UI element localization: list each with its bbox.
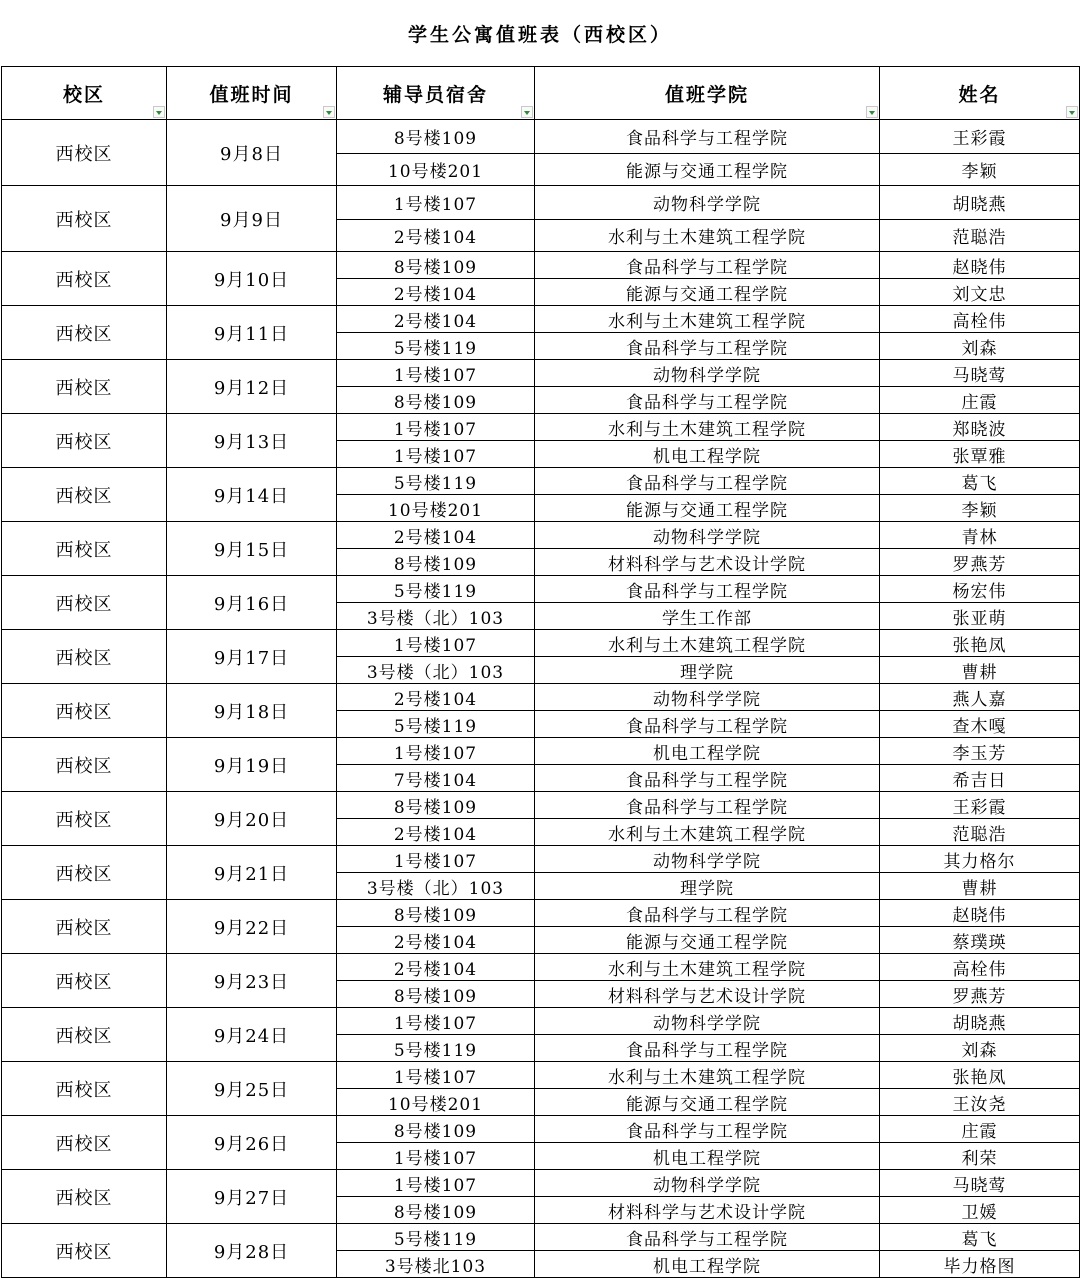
date-cell[interactable]: 9月8日	[167, 120, 337, 186]
dorm-cell[interactable]: 2号楼104	[337, 927, 535, 954]
name-cell[interactable]: 罗燕芳	[880, 549, 1080, 576]
dorm-cell[interactable]: 8号楼109	[337, 900, 535, 927]
college-cell[interactable]: 能源与交通工程学院	[535, 927, 880, 954]
college-cell[interactable]: 食品科学与工程学院	[535, 468, 880, 495]
date-cell[interactable]: 9月17日	[167, 630, 337, 684]
header-counselor-dorm	[337, 67, 535, 120]
name-cell[interactable]: 葛飞	[880, 468, 1080, 495]
dorm-cell[interactable]: 3号楼（北）103	[337, 873, 535, 900]
dorm-cell[interactable]: 7号楼104	[337, 765, 535, 792]
campus-cell[interactable]: 西校区	[2, 954, 167, 1008]
campus-cell[interactable]: 西校区	[2, 1062, 167, 1116]
college-cell[interactable]: 水利与土木建筑工程学院	[535, 220, 880, 252]
campus-cell[interactable]: 西校区	[2, 630, 167, 684]
header-name-label: 姓名	[958, 83, 1001, 106]
campus-cell[interactable]: 西校区	[2, 684, 167, 738]
name-cell[interactable]: 毕力格图	[880, 1251, 1080, 1278]
dorm-cell[interactable]: 5号楼119	[337, 1035, 535, 1062]
college-cell[interactable]: 食品科学与工程学院	[535, 333, 880, 360]
date-cell[interactable]: 9月21日	[167, 846, 337, 900]
name-cell[interactable]: 李玉芳	[880, 738, 1080, 765]
date-cell[interactable]: 9月14日	[167, 468, 337, 522]
header-duty-college-label: 值班学院	[664, 83, 749, 106]
college-cell[interactable]: 动物科学学院	[535, 1170, 880, 1197]
college-cell[interactable]: 能源与交通工程学院	[535, 495, 880, 522]
table-row	[2, 1224, 1080, 1251]
name-cell[interactable]: 刘森	[880, 333, 1080, 360]
table-row	[2, 1116, 1080, 1143]
date-cell[interactable]: 9月16日	[167, 576, 337, 630]
name-cell[interactable]: 张亚萌	[880, 603, 1080, 630]
campus-cell[interactable]: 西校区	[2, 414, 167, 468]
dorm-cell[interactable]: 8号楼109	[337, 981, 535, 1008]
college-cell[interactable]: 机电工程学院	[535, 1251, 880, 1278]
duty-roster-table	[1, 66, 1080, 1278]
name-cell[interactable]: 胡晓燕	[880, 1008, 1080, 1035]
table-row	[2, 1062, 1080, 1089]
table-row	[2, 468, 1080, 495]
college-cell[interactable]: 水利与土木建筑工程学院	[535, 954, 880, 981]
header-duty-time	[167, 67, 337, 120]
name-cell[interactable]: 查木嘎	[880, 711, 1080, 738]
name-cell[interactable]: 青林	[880, 522, 1080, 549]
name-cell[interactable]: 王彩霞	[880, 120, 1080, 154]
table-row	[2, 360, 1080, 387]
name-cell[interactable]: 庄霞	[880, 387, 1080, 414]
college-cell[interactable]: 能源与交通工程学院	[535, 279, 880, 306]
table-row	[2, 792, 1080, 819]
name-cell[interactable]: 范聪浩	[880, 819, 1080, 846]
dorm-cell[interactable]: 8号楼109	[337, 387, 535, 414]
campus-cell[interactable]: 西校区	[2, 738, 167, 792]
roster-body	[2, 120, 1080, 1278]
dorm-cell[interactable]: 5号楼119	[337, 468, 535, 495]
dorm-cell[interactable]: 10号楼201	[337, 154, 535, 186]
table-row	[2, 1008, 1080, 1035]
date-cell[interactable]: 9月25日	[167, 1062, 337, 1116]
table-row	[2, 684, 1080, 711]
campus-cell[interactable]: 西校区	[2, 1224, 167, 1278]
date-cell[interactable]: 9月19日	[167, 738, 337, 792]
table-row	[2, 576, 1080, 603]
college-cell[interactable]: 能源与交通工程学院	[535, 154, 880, 186]
table-row	[2, 954, 1080, 981]
dorm-cell[interactable]: 2号楼104	[337, 279, 535, 306]
dorm-cell[interactable]: 8号楼109	[337, 549, 535, 576]
date-cell[interactable]: 9月11日	[167, 306, 337, 360]
dorm-cell[interactable]: 1号楼107	[337, 360, 535, 387]
dorm-cell[interactable]: 10号楼201	[337, 1089, 535, 1116]
college-cell[interactable]: 机电工程学院	[535, 738, 880, 765]
college-cell[interactable]: 材料科学与艺术设计学院	[535, 981, 880, 1008]
college-cell[interactable]: 食品科学与工程学院	[535, 765, 880, 792]
dorm-cell[interactable]: 1号楼107	[337, 441, 535, 468]
name-cell[interactable]: 张艳凤	[880, 630, 1080, 657]
dorm-cell[interactable]: 5号楼119	[337, 711, 535, 738]
sheet-title: 学生公寓值班表（西校区）	[407, 24, 672, 46]
name-cell[interactable]: 郑晓波	[880, 414, 1080, 441]
name-cell[interactable]: 曹耕	[880, 873, 1080, 900]
date-cell[interactable]: 9月28日	[167, 1224, 337, 1278]
name-cell[interactable]: 葛飞	[880, 1224, 1080, 1251]
table-row	[2, 414, 1080, 441]
campus-cell[interactable]: 西校区	[2, 900, 167, 954]
date-cell[interactable]: 9月18日	[167, 684, 337, 738]
dorm-cell[interactable]: 2号楼104	[337, 306, 535, 333]
dorm-cell[interactable]: 1号楼107	[337, 1143, 535, 1170]
name-cell[interactable]: 马晓莺	[880, 360, 1080, 387]
dorm-cell[interactable]: 1号楼107	[337, 846, 535, 873]
table-row	[2, 630, 1080, 657]
table-row	[2, 306, 1080, 333]
dorm-cell[interactable]: 8号楼109	[337, 1116, 535, 1143]
college-cell[interactable]: 动物科学学院	[535, 360, 880, 387]
name-cell[interactable]: 王汝尧	[880, 1089, 1080, 1116]
header-campus	[2, 67, 167, 120]
college-cell[interactable]: 水利与土木建筑工程学院	[535, 819, 880, 846]
college-cell[interactable]: 动物科学学院	[535, 1008, 880, 1035]
name-cell[interactable]: 罗燕芳	[880, 981, 1080, 1008]
name-cell[interactable]: 马晓莺	[880, 1170, 1080, 1197]
date-cell[interactable]: 9月24日	[167, 1008, 337, 1062]
header-duty-college	[535, 67, 880, 120]
filter-dropdown-icon[interactable]	[866, 106, 878, 118]
dorm-cell[interactable]: 2号楼104	[337, 954, 535, 981]
dorm-cell[interactable]: 8号楼109	[337, 252, 535, 279]
date-cell[interactable]: 9月22日	[167, 900, 337, 954]
name-cell[interactable]: 张覃雅	[880, 441, 1080, 468]
dorm-cell[interactable]: 5号楼119	[337, 1224, 535, 1251]
name-cell[interactable]: 曹耕	[880, 657, 1080, 684]
college-cell[interactable]: 理学院	[535, 657, 880, 684]
college-cell[interactable]: 机电工程学院	[535, 441, 880, 468]
name-cell[interactable]: 胡晓燕	[880, 186, 1080, 220]
name-cell[interactable]: 庄霞	[880, 1116, 1080, 1143]
filter-dropdown-icon[interactable]	[521, 106, 533, 118]
header-duty-time-label: 值班时间	[209, 83, 294, 106]
dorm-cell[interactable]: 2号楼104	[337, 684, 535, 711]
campus-cell[interactable]: 西校区	[2, 186, 167, 252]
name-cell[interactable]: 高栓伟	[880, 954, 1080, 981]
name-cell[interactable]: 赵晓伟	[880, 252, 1080, 279]
dorm-cell[interactable]: 5号楼119	[337, 576, 535, 603]
date-cell[interactable]: 9月23日	[167, 954, 337, 1008]
name-cell[interactable]: 张艳凤	[880, 1062, 1080, 1089]
campus-cell[interactable]: 西校区	[2, 792, 167, 846]
campus-cell[interactable]: 西校区	[2, 1170, 167, 1224]
college-cell[interactable]: 水利与土木建筑工程学院	[535, 306, 880, 333]
name-cell[interactable]: 希吉日	[880, 765, 1080, 792]
dorm-cell[interactable]: 8号楼109	[337, 120, 535, 154]
name-cell[interactable]: 杨宏伟	[880, 576, 1080, 603]
date-cell[interactable]: 9月15日	[167, 522, 337, 576]
header-row	[2, 67, 1080, 120]
dorm-cell[interactable]: 3号楼（北）103	[337, 603, 535, 630]
date-cell[interactable]: 9月20日	[167, 792, 337, 846]
college-cell[interactable]: 食品科学与工程学院	[535, 1116, 880, 1143]
table-row	[2, 522, 1080, 549]
campus-cell[interactable]: 西校区	[2, 576, 167, 630]
date-cell[interactable]: 9月12日	[167, 360, 337, 414]
header-campus-label: 校区	[62, 83, 105, 106]
dorm-cell[interactable]: 1号楼107	[337, 738, 535, 765]
campus-cell[interactable]: 西校区	[2, 1008, 167, 1062]
dorm-cell[interactable]: 3号楼（北）103	[337, 657, 535, 684]
campus-cell[interactable]: 西校区	[2, 846, 167, 900]
college-cell[interactable]: 理学院	[535, 873, 880, 900]
name-cell[interactable]: 王彩霞	[880, 792, 1080, 819]
dorm-cell[interactable]: 1号楼107	[337, 414, 535, 441]
college-cell[interactable]: 动物科学学院	[535, 684, 880, 711]
campus-cell[interactable]: 西校区	[2, 1116, 167, 1170]
college-cell[interactable]: 动物科学学院	[535, 186, 880, 220]
name-cell[interactable]: 蔡璞瑛	[880, 927, 1080, 954]
table-row	[2, 252, 1080, 279]
college-cell[interactable]: 食品科学与工程学院	[535, 120, 880, 154]
name-cell[interactable]: 高栓伟	[880, 306, 1080, 333]
college-cell[interactable]: 食品科学与工程学院	[535, 1224, 880, 1251]
filter-dropdown-icon[interactable]	[323, 106, 335, 118]
name-cell[interactable]: 燕人嘉	[880, 684, 1080, 711]
dorm-cell[interactable]: 3号楼北103	[337, 1251, 535, 1278]
table-row	[2, 738, 1080, 765]
college-cell[interactable]: 动物科学学院	[535, 846, 880, 873]
college-cell[interactable]: 能源与交通工程学院	[535, 1089, 880, 1116]
dorm-cell[interactable]: 5号楼119	[337, 333, 535, 360]
college-cell[interactable]: 水利与土木建筑工程学院	[535, 630, 880, 657]
date-cell[interactable]: 9月9日	[167, 186, 337, 252]
name-cell[interactable]: 其力格尔	[880, 846, 1080, 873]
dorm-cell[interactable]: 1号楼107	[337, 1008, 535, 1035]
dorm-cell[interactable]: 1号楼107	[337, 186, 535, 220]
table-row	[2, 900, 1080, 927]
name-cell[interactable]: 刘森	[880, 1035, 1080, 1062]
header-name	[880, 67, 1080, 120]
date-cell[interactable]: 9月13日	[167, 414, 337, 468]
college-cell[interactable]: 食品科学与工程学院	[535, 900, 880, 927]
table-row	[2, 186, 1080, 220]
dorm-cell[interactable]: 2号楼104	[337, 220, 535, 252]
campus-cell[interactable]: 西校区	[2, 306, 167, 360]
college-cell[interactable]: 食品科学与工程学院	[535, 252, 880, 279]
campus-cell[interactable]: 西校区	[2, 522, 167, 576]
college-cell[interactable]: 水利与土木建筑工程学院	[535, 414, 880, 441]
college-cell[interactable]: 学生工作部	[535, 603, 880, 630]
name-cell[interactable]: 利荣	[880, 1143, 1080, 1170]
campus-cell[interactable]: 西校区	[2, 252, 167, 306]
dorm-cell[interactable]: 8号楼109	[337, 792, 535, 819]
college-cell[interactable]: 动物科学学院	[535, 522, 880, 549]
dorm-cell[interactable]: 1号楼107	[337, 1062, 535, 1089]
dorm-cell[interactable]: 1号楼107	[337, 630, 535, 657]
name-cell[interactable]: 刘文忠	[880, 279, 1080, 306]
dorm-cell[interactable]: 1号楼107	[337, 1170, 535, 1197]
filter-dropdown-icon[interactable]	[1066, 106, 1078, 118]
table-row	[2, 1170, 1080, 1197]
table-row	[2, 120, 1080, 154]
college-cell[interactable]: 材料科学与艺术设计学院	[535, 1197, 880, 1224]
name-cell[interactable]: 赵晓伟	[880, 900, 1080, 927]
college-cell[interactable]: 材料科学与艺术设计学院	[535, 549, 880, 576]
name-cell[interactable]: 李颖	[880, 154, 1080, 186]
college-cell[interactable]: 食品科学与工程学院	[535, 711, 880, 738]
name-cell[interactable]: 卫媛	[880, 1197, 1080, 1224]
name-cell[interactable]: 范聪浩	[880, 220, 1080, 252]
name-cell[interactable]: 李颖	[880, 495, 1080, 522]
header-counselor-dorm-label: 辅导员宿舍	[382, 83, 488, 106]
date-cell[interactable]: 9月26日	[167, 1116, 337, 1170]
table-row	[2, 846, 1080, 873]
campus-cell[interactable]: 西校区	[2, 120, 167, 186]
college-cell[interactable]: 食品科学与工程学院	[535, 576, 880, 603]
dorm-cell[interactable]: 10号楼201	[337, 495, 535, 522]
dorm-cell[interactable]: 2号楼104	[337, 819, 535, 846]
college-cell[interactable]: 水利与土木建筑工程学院	[535, 1062, 880, 1089]
college-cell[interactable]: 食品科学与工程学院	[535, 1035, 880, 1062]
campus-cell[interactable]: 西校区	[2, 468, 167, 522]
college-cell[interactable]: 食品科学与工程学院	[535, 387, 880, 414]
college-cell[interactable]: 机电工程学院	[535, 1143, 880, 1170]
campus-cell[interactable]: 西校区	[2, 360, 167, 414]
dorm-cell[interactable]: 8号楼109	[337, 1197, 535, 1224]
date-cell[interactable]: 9月27日	[167, 1170, 337, 1224]
filter-dropdown-icon[interactable]	[153, 106, 165, 118]
college-cell[interactable]: 食品科学与工程学院	[535, 792, 880, 819]
date-cell[interactable]: 9月10日	[167, 252, 337, 306]
dorm-cell[interactable]: 2号楼104	[337, 522, 535, 549]
